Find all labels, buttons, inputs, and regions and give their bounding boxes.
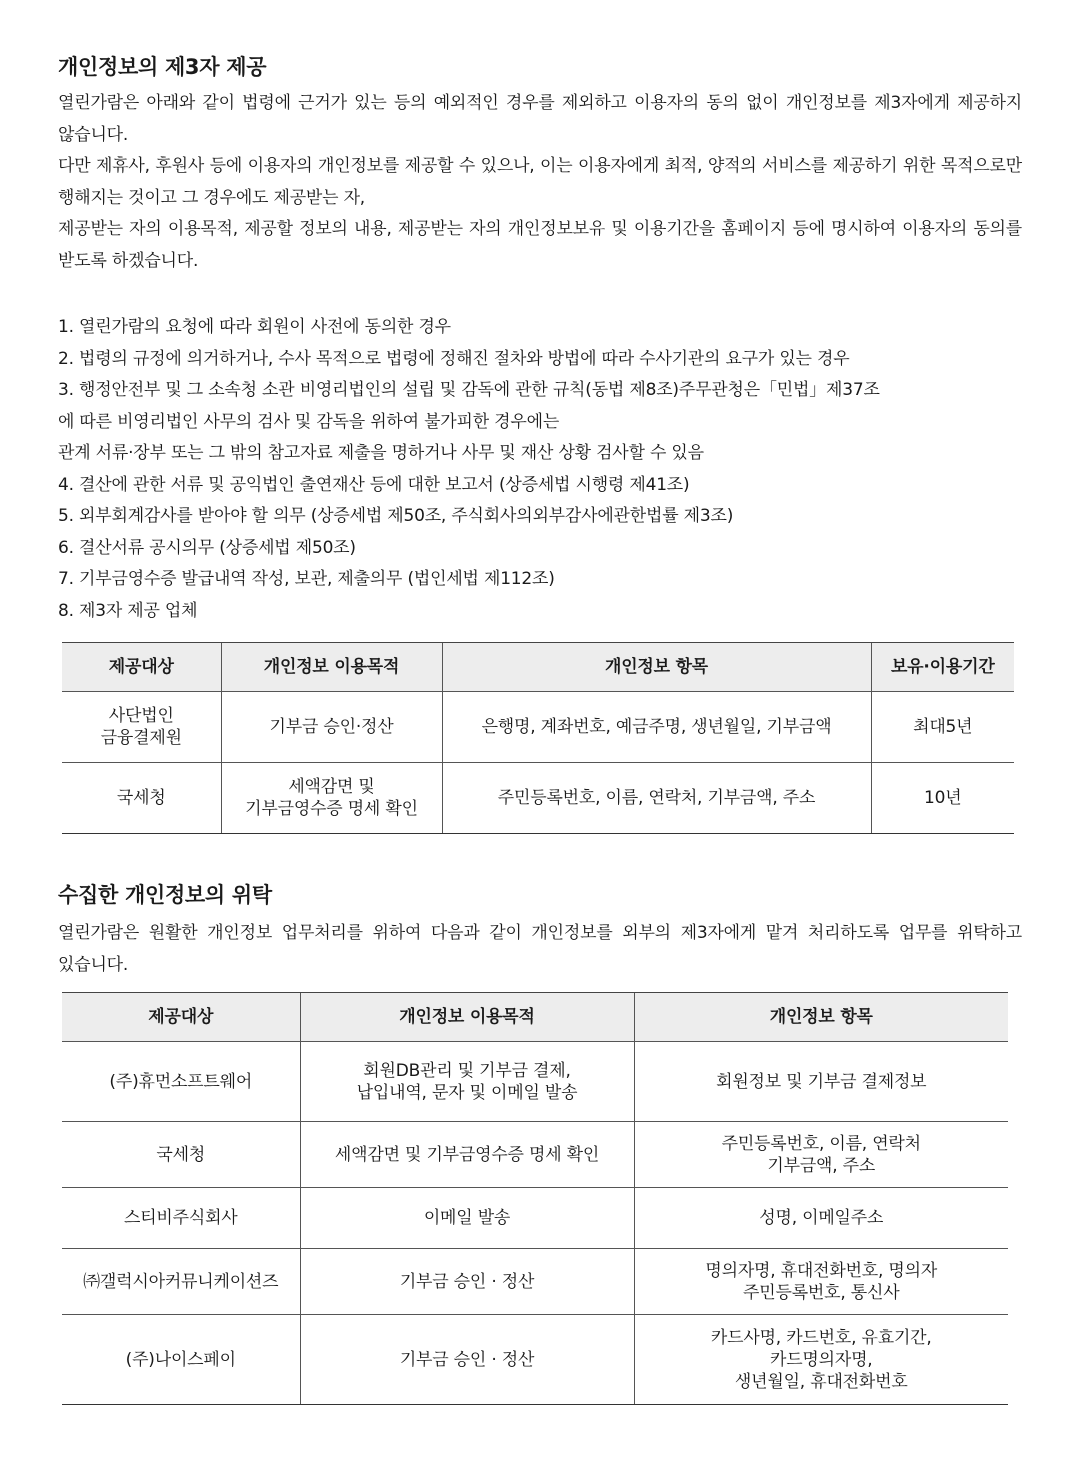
table-row	[62, 1188, 1008, 1249]
cell-items: 회원정보 및 기부금 결제정보	[634, 1042, 1008, 1122]
list-item: 3. 행정안전부 및 그 소속청 소관 비영리법인의 설립 및 감독에 관한 규칙(동법 제8조)주무관청은「민법」제37조	[58, 380, 880, 400]
cell-target: 국세청	[62, 763, 221, 834]
list-item: 7. 기부금영수증 발급내역 작성, 보관, 제출의무 (법인세법 제112조)	[58, 569, 555, 589]
table-row	[62, 692, 1014, 763]
header-purpose: 개인정보 이용목적	[221, 643, 442, 692]
list-item: 2. 법령의 규정에 의거하거나, 수사 목적으로 법령에 정해진 절차와 방법에 따라 수사기관의 요구가 있는 경우	[58, 348, 850, 369]
header-target: 제공대상	[62, 643, 221, 692]
intro-paragraph: 다만 제휴사, 후원사 등에 이용자의 개인정보를 제공할 수 있으나, 이는 이용자에게 최적, 양적의 서비스를 제공하기 위한 목적으로만 행해지는 것이고 그 경우에도 제공받는 자,	[58, 156, 1022, 208]
outsourcing-intro: 열린가람은 원활한 개인정보 업무처리를 위하여 다음과 같이 개인정보를 외부의 제3자에게 맡겨 처리하도록 업무를 위탁하고 있습니다.	[58, 923, 1022, 975]
cell-purpose: 기부금 승인 · 정산	[300, 1249, 634, 1315]
section-title-third-party: 개인정보의 제3자 제공	[58, 55, 267, 79]
section-title-outsourcing: 수집한 개인정보의 위탁	[58, 883, 272, 907]
cell-purpose: 세액감면 및 기부금영수증 명세 확인	[221, 763, 442, 834]
table-header-row	[62, 993, 1008, 1042]
list-item: 에 따른 비영리법인 사무의 검사 및 감독을 위하여 불가피한 경우에는	[58, 411, 560, 432]
list-item: 6. 결산서류 공시의무 (상증세법 제50조)	[58, 537, 356, 558]
cell-purpose: 기부금 승인·정산	[221, 692, 442, 763]
cell-target: 국세청	[62, 1122, 300, 1188]
cell-items: 성명, 이메일주소	[634, 1188, 1008, 1249]
list-item: 8. 제3자 제공 업체	[58, 600, 198, 621]
list-item: 4. 결산에 관한 서류 및 공익법인 출연재산 등에 대한 보고서 (상증세법 시행령 제41조)	[58, 474, 690, 495]
exception-list	[58, 312, 1022, 627]
cell-items: 주민등록번호, 이름, 연락처, 기부금액, 주소	[442, 763, 871, 834]
header-purpose: 개인정보 이용목적	[300, 993, 634, 1042]
cell-target: ㈜갤럭시아커뮤니케이션즈	[62, 1249, 300, 1315]
table-row	[62, 1122, 1008, 1188]
table-row	[62, 763, 1014, 834]
cell-purpose: 이메일 발송	[300, 1188, 634, 1249]
intro-paragraph: 열린가람은 아래와 같이 법령에 근거가 있는 등의 예외적인 경우를 제외하고 이용자의 동의 없이 개인정보를 제3자에게 제공하지 않습니다.	[58, 93, 1022, 145]
third-party-table	[62, 642, 1014, 834]
cell-items: 명의자명, 휴대전화번호, 명의자 주민등록번호, 통신사	[634, 1249, 1008, 1315]
outsourcing-table	[62, 992, 1008, 1405]
cell-period: 10년	[871, 763, 1014, 834]
table-row	[62, 1042, 1008, 1122]
third-party-intro	[58, 88, 1022, 277]
cell-target: 스티비주식회사	[62, 1188, 300, 1249]
header-period: 보유·이용기간	[871, 643, 1014, 692]
cell-target: 사단법인 금융결제원	[62, 692, 221, 763]
list-item: 1. 열린가람의 요청에 따라 회원이 사전에 동의한 경우	[58, 317, 451, 337]
list-item: 관계 서류·장부 또는 그 밖의 참고자료 제출을 명하거나 사무 및 재산 상황 검사할 수 있음	[58, 443, 704, 463]
table-row	[62, 1315, 1008, 1405]
cell-purpose: 회원DB관리 및 기부금 결제, 납입내역, 문자 및 이메일 발송	[300, 1042, 634, 1122]
header-target: 제공대상	[62, 993, 300, 1042]
cell-period: 최대5년	[871, 692, 1014, 763]
cell-purpose: 세액감면 및 기부금영수증 명세 확인	[300, 1122, 634, 1188]
table-header-row	[62, 643, 1014, 692]
cell-items: 은행명, 계좌번호, 예금주명, 생년월일, 기부금액	[442, 692, 871, 763]
cell-target: (주)나이스페이	[62, 1315, 300, 1405]
header-items: 개인정보 항목	[634, 993, 1008, 1042]
list-item: 5. 외부회계감사를 받아야 할 의무 (상증세법 제50조, 주식회사의외부감사에관한법률 제3조)	[58, 506, 734, 526]
cell-target: (주)휴먼소프트웨어	[62, 1042, 300, 1122]
table-row	[62, 1249, 1008, 1315]
cell-items: 주민등록번호, 이름, 연락처 기부금액, 주소	[634, 1122, 1008, 1188]
cell-purpose: 기부금 승인 · 정산	[300, 1315, 634, 1405]
intro-paragraph: 제공받는 자의 이용목적, 제공할 정보의 내용, 제공받는 자의 개인정보보유 및 이용기간을 홈페이지 등에 명시하여 이용자의 동의를 받도록 하겠습니다.	[58, 219, 1022, 271]
cell-items: 카드사명, 카드번호, 유효기간, 카드명의자명, 생년월일, 휴대전화번호	[634, 1315, 1008, 1405]
header-items: 개인정보 항목	[442, 643, 871, 692]
